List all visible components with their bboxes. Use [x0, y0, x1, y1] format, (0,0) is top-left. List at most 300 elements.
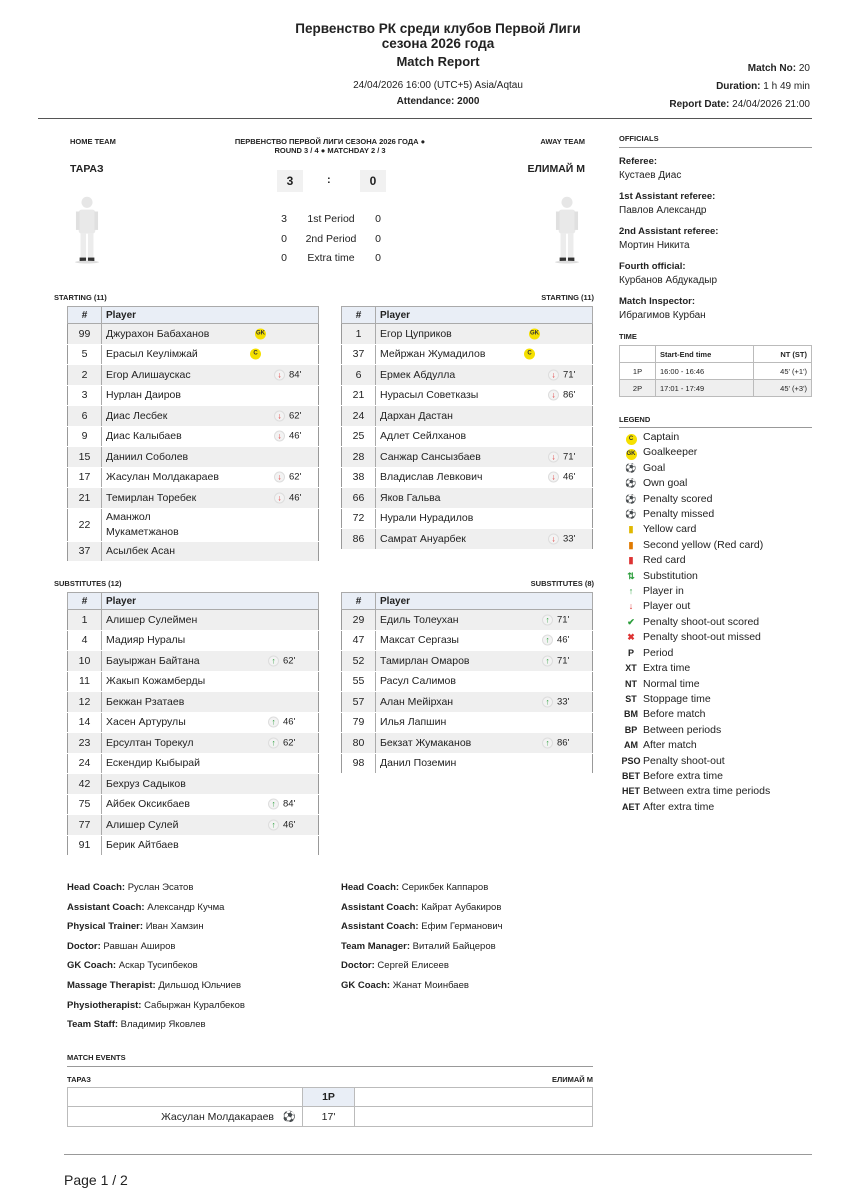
player-cell — [376, 467, 593, 488]
player-cell — [376, 365, 593, 386]
player-name: Данил Поземин — [380, 757, 457, 770]
legend-symbol-icon: BM — [624, 709, 638, 720]
time-table — [619, 345, 812, 397]
table-row — [68, 753, 319, 774]
player-name: Илья Лапшин — [380, 716, 447, 729]
home-staff — [67, 878, 327, 1035]
time-col-start-end: Start-End time — [656, 346, 754, 363]
player-cell — [376, 508, 593, 529]
away-staff — [341, 878, 601, 996]
duration: Duration: 1 h 49 min — [716, 81, 810, 92]
staff-row: Head Coach: Руслан Эсатов — [67, 882, 194, 893]
time-row: 1P 16:00 - 16:46 45' (+1') — [620, 363, 812, 380]
player-cell — [376, 324, 593, 345]
official-entry: 2nd Assistant referee: Мортин Никита — [619, 226, 719, 251]
player-name: Максат Сергазы — [380, 634, 459, 647]
staff-row: Massage Therapist: Дильшод Юльчиев — [67, 979, 242, 991]
staff-row: GK Coach: Аскар Тусипбеков — [67, 960, 198, 972]
player-number: 1 — [342, 324, 376, 345]
player-name: Хасен Артурулы — [106, 716, 186, 729]
player-number: 75 — [68, 794, 102, 815]
goalkeeper-badge-icon: GK — [255, 328, 266, 339]
player-number: 23 — [68, 733, 102, 754]
player-number: 57 — [342, 692, 376, 713]
player-name: Жасулан Молдакараев — [106, 471, 219, 484]
legend-symbol-icon: NT — [625, 678, 637, 689]
player-number: 21 — [342, 385, 376, 406]
player-out-icon: ↓ — [274, 492, 285, 503]
legend-item: ⚽ Penalty missed — [619, 507, 819, 522]
staff-row: Assistant Coach: Кайрат Аубакиров — [341, 901, 502, 913]
time-col-nt: NT (ST) — [753, 346, 811, 363]
header-divider — [38, 118, 812, 119]
legend-symbol-icon: ↑ — [628, 586, 634, 597]
player-out-marker: ↓ 71' — [548, 369, 575, 380]
player-number: 24 — [68, 753, 102, 774]
legend-symbol-icon: AET — [622, 801, 640, 812]
player-name: Егор Алишаускас — [106, 368, 191, 381]
legend-item: BET Before extra time — [619, 769, 819, 784]
legend-symbol-icon: P — [627, 647, 634, 658]
player-number: 79 — [342, 712, 376, 733]
table-row — [68, 835, 319, 856]
officials-list — [619, 155, 812, 330]
legend-symbol-icon: ⚽ — [625, 493, 637, 504]
period-row: 3 1st Period 0 — [281, 213, 381, 225]
player-cell — [102, 774, 319, 795]
table-row — [342, 324, 593, 345]
player-cell — [102, 541, 319, 562]
legend-item: BP Between periods — [619, 723, 819, 738]
legend-item: ⚽ Penalty scored — [619, 492, 819, 507]
legend-item: P Period — [619, 646, 819, 661]
legend-symbol-icon: ✖ — [627, 632, 635, 643]
player-in-marker: ↑ 71' — [542, 614, 569, 625]
table-row — [68, 610, 319, 631]
legend-symbol-icon: HET — [622, 786, 640, 797]
player-cell — [102, 630, 319, 651]
player-in-marker: ↑ 46' — [268, 819, 295, 830]
player-name: Джурахон Бабаханов — [106, 327, 210, 340]
player-name: Адлет Сейлханов — [380, 430, 467, 443]
player-cell — [102, 794, 319, 815]
player-out-icon: ↓ — [274, 410, 285, 421]
player-name: Ерсултан Торекул — [106, 736, 194, 749]
col-player: Player — [102, 593, 319, 610]
player-number: 77 — [68, 815, 102, 836]
player-out-icon: ↓ — [274, 431, 285, 442]
player-name: Мейржан Жумадилов — [380, 348, 486, 361]
player-cell — [102, 344, 319, 365]
player-name: Бекзат Жумаканов — [380, 736, 472, 749]
legend-symbol-icon: ▮ — [628, 555, 634, 566]
home-player-silhouette-icon — [73, 194, 101, 264]
legend-symbol-icon: ⚽ — [625, 509, 637, 520]
staff-row: Physical Trainer: Иван Хамзин — [67, 921, 204, 933]
player-in-icon: ↑ — [542, 655, 553, 666]
player-out-icon: ↓ — [548, 451, 559, 462]
officials-divider — [619, 147, 812, 148]
table-row — [68, 692, 319, 713]
legend-symbol-icon: ⇅ — [627, 570, 635, 581]
player-in-icon: ↑ — [268, 717, 279, 728]
player-out-marker: ↓ 62' — [274, 472, 301, 483]
official-entry: Referee: Кустаев Диас — [619, 156, 682, 181]
player-number: 72 — [342, 508, 376, 529]
table-row — [68, 365, 319, 386]
player-number: 42 — [68, 774, 102, 795]
table-row — [68, 651, 319, 672]
player-out-marker: ↓ 86' — [548, 390, 575, 401]
player-number: 99 — [68, 324, 102, 345]
player-in-marker: ↑ 46' — [268, 717, 295, 728]
away-team-name: ЕЛИМАЙ М — [527, 163, 585, 175]
player-cell — [102, 753, 319, 774]
player-cell — [376, 447, 593, 468]
player-cell — [376, 630, 593, 651]
legend-item: ⚽ Goal — [619, 461, 819, 476]
events-divider — [67, 1066, 593, 1067]
player-name: Яков Гальва — [380, 491, 441, 504]
player-number: 37 — [68, 541, 102, 562]
player-cell — [376, 385, 593, 406]
table-row — [342, 365, 593, 386]
home-subs-table — [67, 592, 319, 856]
player-number: 55 — [342, 671, 376, 692]
player-number: 6 — [68, 406, 102, 427]
legend-item: XT Extra time — [619, 661, 819, 676]
table-row — [342, 610, 593, 631]
player-number: 6 — [342, 365, 376, 386]
player-cell — [376, 610, 593, 631]
table-row — [68, 774, 319, 795]
staff-row: Head Coach: Серикбек Каппаров — [341, 882, 489, 893]
staff-row: Doctor: Равшан Аширов — [67, 940, 176, 952]
player-cell — [376, 344, 593, 365]
home-team-name: ТАРАЗ — [70, 163, 104, 175]
player-out-marker: ↓ 62' — [274, 410, 301, 421]
legend-list — [619, 430, 819, 815]
player-name: Егор Цуприков — [380, 327, 452, 340]
player-out-marker: ↓ 46' — [274, 492, 301, 503]
goal-icon: ⚽ — [282, 1111, 296, 1123]
player-out-icon: ↓ — [548, 472, 559, 483]
player-number: 98 — [342, 753, 376, 774]
table-row — [342, 692, 593, 713]
player-number: 24 — [342, 406, 376, 427]
player-name: Алишер Сулей — [106, 818, 179, 831]
competition-info: ПЕРВЕНСТВО ПЕРВОЙ ЛИГИ СЕЗОНА 2026 ГОДА ● ROUND 3 / 4 ● MATCHDAY 2 / 3 — [234, 137, 426, 155]
player-out-marker: ↓ 71' — [548, 451, 575, 462]
event-row: Жасулан Молдакараев ⚽ 17' — [68, 1107, 593, 1127]
legend-symbol-icon: C — [619, 430, 643, 445]
events-title: MATCH EVENTS — [67, 1053, 126, 1062]
player-cell — [102, 692, 319, 713]
player-cell — [376, 712, 593, 733]
legend-symbol-icon: BET — [622, 770, 640, 781]
player-number: 21 — [68, 488, 102, 509]
player-cell — [102, 712, 319, 733]
player-name: Ермек Абдулла — [380, 368, 456, 381]
time-title: TIME — [619, 332, 637, 341]
official-entry: Match Inspector: Ибрагимов Курбан — [619, 296, 706, 321]
home-subs-label: SUBSTITUTES (12) — [54, 579, 122, 588]
away-subs-label: SUBSTITUTES (8) — [530, 579, 594, 588]
legend-item: ↑ Player in — [619, 584, 819, 599]
events-home: ТАРАЗ — [67, 1075, 91, 1084]
player-cell — [376, 529, 593, 550]
match-no: Match No: 20 — [747, 63, 810, 74]
col-num: # — [342, 307, 376, 324]
player-name: Самрат Ануарбек — [380, 532, 466, 545]
player-number: 17 — [68, 467, 102, 488]
table-row — [342, 447, 593, 468]
legend-symbol-icon: ⚽ — [625, 462, 637, 473]
staff-row: Assistant Coach: Александр Кучма — [67, 901, 225, 913]
player-cell — [102, 508, 319, 541]
staff-row: Team Manager: Виталий Байцеров — [341, 940, 496, 952]
player-number: 66 — [342, 488, 376, 509]
official-entry: 1st Assistant referee: Павлов Александр — [619, 191, 716, 216]
legend-item: C Captain — [619, 430, 819, 445]
player-name: Санжар Сансызбаев — [380, 450, 481, 463]
legend-symbol-icon: XT — [625, 663, 637, 674]
table-row — [342, 385, 593, 406]
legend-item: AET After extra time — [619, 800, 819, 815]
score-separator: : — [327, 174, 331, 186]
player-number: 38 — [342, 467, 376, 488]
player-name: Асылбек Асан — [106, 545, 176, 558]
table-row — [342, 406, 593, 427]
table-row — [342, 671, 593, 692]
player-cell — [376, 488, 593, 509]
legend-symbol-icon: AM — [624, 740, 638, 751]
table-row — [68, 815, 319, 836]
staff-row: Doctor: Сергей Елисеев — [341, 960, 449, 972]
player-in-marker: ↑ 84' — [268, 799, 295, 810]
col-num: # — [342, 593, 376, 610]
player-name: Бекжан Рзатаев — [106, 695, 185, 708]
table-row — [342, 753, 593, 774]
table-row — [68, 467, 319, 488]
player-number: 1 — [68, 610, 102, 631]
officials-title: OFFICIALS — [619, 134, 659, 143]
player-out-icon: ↓ — [548, 390, 559, 401]
player-in-icon: ↑ — [542, 635, 553, 646]
player-number: 80 — [342, 733, 376, 754]
player-name: Бехруз Садыков — [106, 777, 186, 790]
legend-symbol-icon: ▮ — [628, 539, 634, 550]
player-name: Айбек Оксикбаев — [106, 798, 190, 811]
legend-symbol-icon: ⚽ — [625, 478, 637, 489]
captain-badge-icon: C — [250, 349, 261, 360]
report-date: Report Date: 24/04/2026 21:00 — [669, 99, 810, 110]
player-in-icon: ↑ — [268, 655, 279, 666]
match-datetime: 24/04/2026 16:00 (UTC+5) Asia/Aqtau — [353, 80, 523, 91]
goalkeeper-badge-icon: GK — [529, 328, 540, 339]
home-team-label: HOME TEAM — [70, 137, 116, 146]
player-number: 37 — [342, 344, 376, 365]
player-in-icon: ↑ — [268, 819, 279, 830]
table-row — [342, 712, 593, 733]
home-starting-table — [67, 306, 319, 562]
away-starting-table — [341, 306, 593, 550]
away-player-silhouette-icon — [553, 194, 581, 264]
player-in-marker: ↑ 71' — [542, 655, 569, 666]
legend-symbol-icon: ✔ — [627, 616, 635, 627]
attendance: Attendance: 2000 — [396, 96, 480, 107]
player-name: Диас Лесбек — [106, 409, 168, 422]
player-cell — [102, 733, 319, 754]
legend-item: ▮ Red card — [619, 553, 819, 568]
time-row: 2P 17:01 - 17:49 45' (+3') — [620, 380, 812, 397]
player-cell — [376, 733, 593, 754]
player-number: 14 — [68, 712, 102, 733]
player-in-marker: ↑ 46' — [542, 635, 569, 646]
staff-row: Assistant Coach: Ефим Германович — [341, 921, 503, 933]
away-subs-table — [341, 592, 593, 774]
player-in-marker: ↑ 33' — [542, 696, 569, 707]
player-cell — [102, 426, 319, 447]
player-in-marker: ↑ 62' — [268, 655, 295, 666]
player-name: Дархан Дастан — [380, 409, 453, 422]
table-row — [342, 426, 593, 447]
player-cell — [102, 447, 319, 468]
table-row — [68, 426, 319, 447]
player-name: Темирлан Торебек — [106, 491, 197, 504]
table-row — [68, 541, 319, 562]
captain-badge-icon: C — [524, 349, 535, 360]
player-cell — [102, 406, 319, 427]
legend-divider — [619, 427, 812, 428]
table-row — [68, 385, 319, 406]
table-row — [68, 406, 319, 427]
player-name: Аманжол Мукаметжанов — [106, 510, 179, 538]
table-row — [342, 508, 593, 529]
player-out-icon: ↓ — [274, 472, 285, 483]
report-title: Первенство РК среди клубов Первой Лиги сезона 2026 года Match Report — [295, 21, 581, 69]
col-num: # — [68, 307, 102, 324]
col-player: Player — [376, 307, 593, 324]
player-name: Ескендир Кыбырай — [106, 757, 201, 770]
events-table — [67, 1087, 593, 1127]
player-name: Бауыржан Байтана — [106, 654, 200, 667]
player-name: Диас Калыбаев — [106, 430, 182, 443]
player-number: 28 — [342, 447, 376, 468]
player-number: 12 — [68, 692, 102, 713]
player-out-icon: ↓ — [274, 369, 285, 380]
player-number: 4 — [68, 630, 102, 651]
staff-row: Physiotherapist: Сабыржан Куралбеков — [67, 999, 245, 1011]
player-number: 22 — [68, 508, 102, 541]
table-row — [342, 651, 593, 672]
player-name: Тамирлан Омаров — [380, 654, 470, 667]
player-cell — [102, 651, 319, 672]
legend-symbol-icon: BP — [624, 724, 638, 735]
table-row — [342, 488, 593, 509]
official-entry: Fourth official: Курбанов Абдукадыр — [619, 261, 718, 286]
staff-row: Team Staff: Владимир Яковлев — [67, 1019, 206, 1031]
staff-row: GK Coach: Жанат Моинбаев — [341, 979, 469, 991]
player-cell — [376, 651, 593, 672]
player-name: Нурали Нурадилов — [380, 512, 474, 525]
legend-symbol-icon: PSO — [621, 755, 641, 766]
player-name: Алан Мейірхан — [380, 695, 454, 708]
legend-item: ▮ Second yellow (Red card) — [619, 538, 819, 553]
legend-item: GK Goalkeeper — [619, 445, 819, 460]
player-cell — [376, 753, 593, 774]
player-name: Ерасыл Кеулімжай — [106, 348, 198, 361]
table-row — [68, 447, 319, 468]
player-cell — [102, 610, 319, 631]
player-out-marker: ↓ 46' — [274, 431, 301, 442]
player-number: 10 — [68, 651, 102, 672]
player-cell — [376, 426, 593, 447]
player-out-marker: ↓ 46' — [548, 472, 575, 483]
events-period: 1P — [303, 1088, 355, 1107]
player-cell — [102, 488, 319, 509]
player-number: 15 — [68, 447, 102, 468]
legend-item: HET Between extra time periods — [619, 784, 819, 799]
table-row — [342, 344, 593, 365]
player-cell — [102, 365, 319, 386]
player-cell — [102, 324, 319, 345]
player-name: Жакып Кожамберды — [106, 675, 206, 688]
legend-item: ▮ Yellow card — [619, 522, 819, 537]
away-score: 0 — [360, 170, 386, 192]
player-number: 5 — [68, 344, 102, 365]
player-number: 11 — [68, 671, 102, 692]
table-row — [68, 344, 319, 365]
player-name: Едиль Толеухан — [380, 613, 459, 626]
table-row — [68, 324, 319, 345]
table-row — [68, 630, 319, 651]
col-num: # — [68, 593, 102, 610]
period-row: 0 2nd Period 0 — [281, 232, 381, 245]
player-cell — [376, 692, 593, 713]
table-row — [68, 508, 319, 541]
table-row — [342, 630, 593, 651]
player-number: 47 — [342, 630, 376, 651]
legend-item: ⚽ Own goal — [619, 476, 819, 491]
legend-item: ⇅ Substitution — [619, 569, 819, 584]
page-number: Page 1 / 2 — [64, 1172, 128, 1188]
player-name: Расул Салимов — [380, 675, 456, 688]
player-cell — [102, 835, 319, 856]
player-name: Мадияр Нуралы — [106, 634, 186, 647]
player-in-marker: ↑ 62' — [268, 737, 295, 748]
table-row — [68, 733, 319, 754]
legend-symbol-icon: GK — [619, 445, 643, 460]
player-cell — [102, 671, 319, 692]
away-team-label: AWAY TEAM — [540, 137, 585, 146]
player-number: 29 — [342, 610, 376, 631]
table-row — [342, 467, 593, 488]
legend-item: ✖ Penalty shoot-out missed — [619, 630, 819, 645]
col-player: Player — [376, 593, 593, 610]
footer-divider — [64, 1154, 812, 1155]
player-number: 2 — [68, 365, 102, 386]
home-score: 3 — [277, 170, 303, 192]
player-in-marker: ↑ 86' — [542, 737, 569, 748]
col-player: Player — [102, 307, 319, 324]
player-name: Нурлан Даиров — [106, 389, 181, 402]
player-cell — [102, 467, 319, 488]
legend-symbol-icon: ↓ — [628, 601, 634, 612]
home-starting-label: STARTING (11) — [54, 293, 107, 302]
legend-item: BM Before match — [619, 707, 819, 722]
player-cell — [376, 406, 593, 427]
